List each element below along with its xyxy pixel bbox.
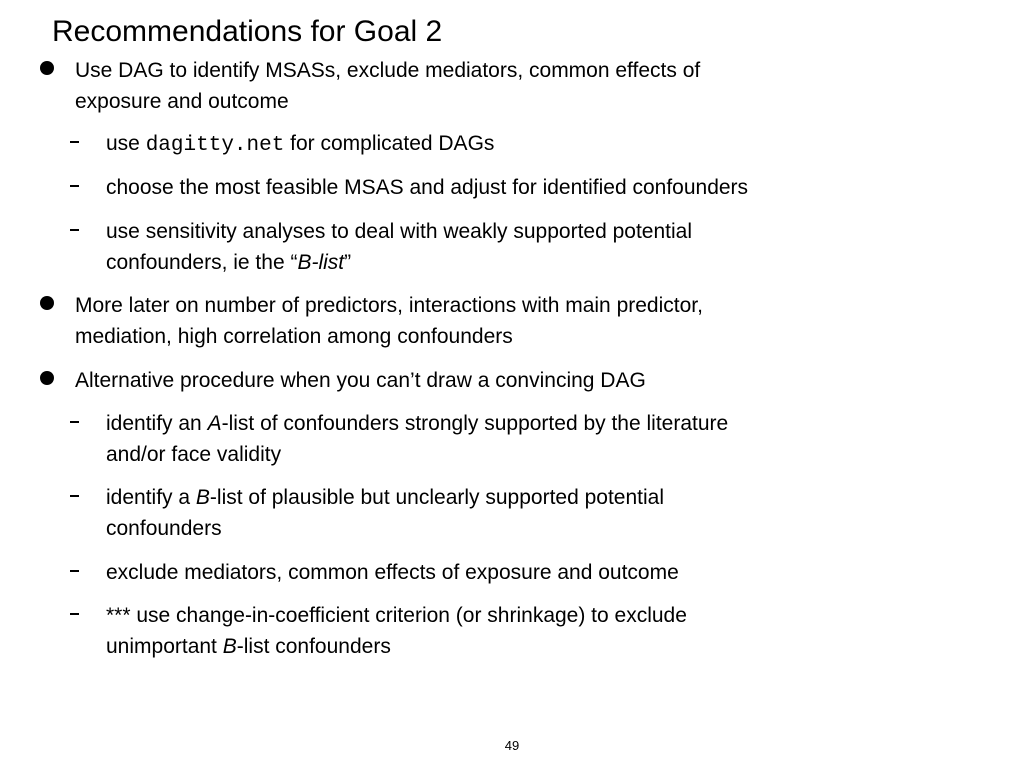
emphasis: A (207, 412, 222, 435)
bullet-3-line-1: Alternative procedure when you can’t draw a convincing DAG (75, 369, 646, 392)
bullet-1-sub-2: choose the most feasible MSAS and adjust for identified confounders (106, 176, 749, 199)
bullet-dot (40, 296, 54, 310)
bullet-2-line-2: mediation, high correlation among confounders (75, 325, 513, 348)
bullet-3-sub-3: exclude mediators, common effects of exposure and outcome (106, 561, 679, 584)
bullet-3-sub-1-line-1 (106, 408, 728, 439)
text: -list confounders (236, 635, 391, 658)
bullet-2-line-1: More later on number of predictors, interactions with main predictor, (75, 294, 703, 317)
emphasis: B (195, 486, 210, 509)
dagitty-link: dagitty.net (145, 134, 285, 157)
text: unimportant (106, 635, 223, 658)
dash-marker (70, 229, 79, 231)
dash-marker (70, 421, 79, 423)
text: confounders, ie the “ (106, 251, 298, 274)
text: -list of confounders strongly supported by the literature (221, 412, 729, 435)
bullet-3-sub-2-line-1 (106, 482, 664, 513)
text: ” (344, 251, 352, 274)
dash-marker (70, 570, 79, 572)
text: for complicated DAGs (284, 132, 495, 155)
emphasis: B-list (297, 251, 345, 274)
text: identify a (106, 486, 196, 509)
bullet-dot (40, 371, 54, 385)
dash-marker (70, 141, 79, 143)
bullet-1-sub-1 (106, 128, 494, 161)
bullet-3-sub-4-line-2 (106, 631, 391, 662)
text: use (106, 132, 146, 155)
slide-title: Recommendations for Goal 2 (52, 15, 443, 48)
dash-marker (70, 185, 79, 187)
bullet-1-line-2: exposure and outcome (75, 90, 289, 113)
text: identify an (106, 412, 208, 435)
bullet-1-line-1: Use DAG to identify MSASs, exclude mediators, common effects of (75, 59, 701, 82)
bullet-3-sub-4-line-1: *** use change-in-coefficient criterion (or shrinkage) to exclude (106, 604, 687, 627)
dash-marker (70, 495, 79, 497)
text: -list of plausible but unclearly supported potential (209, 486, 665, 509)
bullet-dot (40, 61, 54, 75)
bullet-3-sub-2-line-2: confounders (106, 517, 222, 540)
bullet-3-sub-1-line-2: and/or face validity (106, 443, 282, 466)
bullet-1-sub-3-line-1: use sensitivity analyses to deal with weakly supported potential (106, 220, 692, 243)
emphasis: B (222, 635, 237, 658)
page-number: 49 (504, 738, 520, 753)
bullet-1-sub-3-line-2 (106, 247, 351, 278)
dash-marker (70, 613, 79, 615)
